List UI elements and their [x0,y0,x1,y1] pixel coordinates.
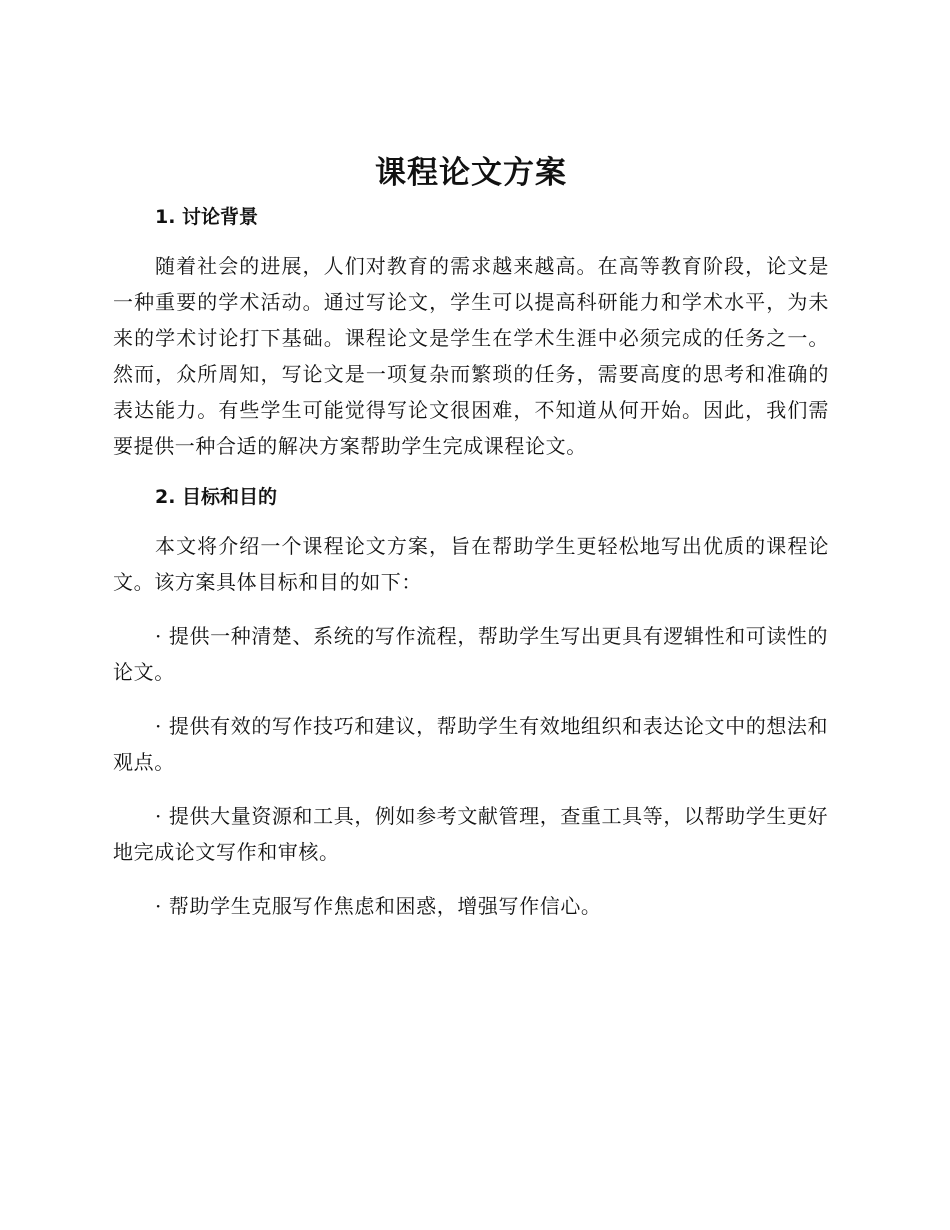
section-goals [113,482,829,924]
section-heading: 1. 讨论背景 [155,206,259,228]
bullet-item: · 提供一种清楚、系统的写作流程，帮助学生写出更具有逻辑性和可读性的论文。 [113,624,829,684]
bullet-item: · 提供大量资源和工具，例如参考文献管理，查重工具等，以帮助学生更好地完成论文写作和审核。 [113,804,829,864]
document-title: 课程论文方案 [375,155,567,191]
section-background [113,202,829,464]
document-page [113,150,829,942]
section-heading: 2. 目标和目的 [155,486,278,508]
bullet-item: · 提供有效的写作技巧和建议，帮助学生有效地组织和表达论文中的想法和观点。 [113,714,829,774]
bullet-item: · 帮助学生克服写作焦虑和困惑，增强写作信心。 [155,894,602,918]
body-paragraph: 随着社会的进展，人们对教育的需求越来越高。在高等教育阶段，论文是一种重要的学术活动。通过写论文，学生可以提高科研能力和学术水平，为未来的学术讨论打下基础。课程论文是学生在学术生涯中必须完成的任务之一。然而，众所周知，写论文是一项复杂而繁琐的任务，需要高度的思考和准确的表达能力。有些学生可能觉得写论文很困难，不知道从何开始。因此，我们需要提供一种合适的解决方案帮助学生完成课程论文。 [113,254,829,458]
body-paragraph: 本文将介绍一个课程论文方案，旨在帮助学生更轻松地写出优质的课程论文。该方案具体目标和目的如下： [113,534,829,594]
